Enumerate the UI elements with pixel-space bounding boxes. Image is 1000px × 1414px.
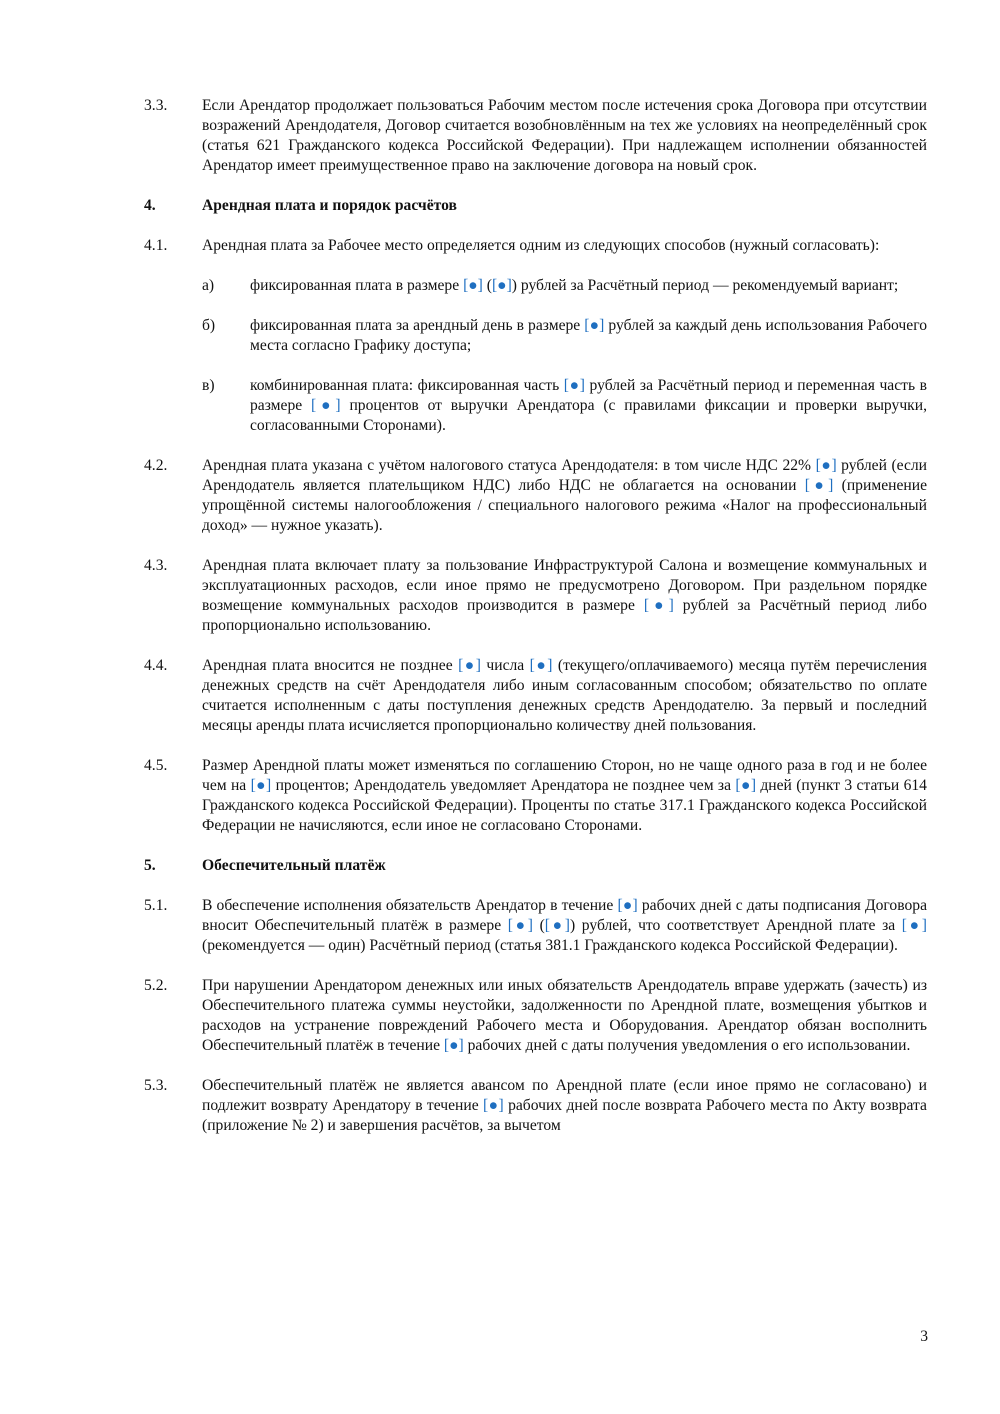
placeholder-marker: [●]: [491, 277, 512, 294]
clause-number: 4.5.: [144, 757, 168, 774]
section-heading: [144, 856, 927, 876]
clause: [144, 756, 927, 836]
clause: [144, 1076, 927, 1136]
placeholder-marker: [●]: [584, 317, 605, 334]
clause: [144, 456, 927, 536]
clause-text: Арендная плата включает плату за пользование Инфраструктурой Салона и возмещение коммунальных и эксплуатационных расходов, если иное прямо не предусмотрено Договором. При раздельном порядке возмещение коммунальных расходов производится в размере [●] рублей за Расчётный период либо пропорционально использованию.: [202, 557, 927, 634]
clause-number: 4.4.: [144, 657, 168, 674]
sub-clause-text: фиксированная плата за арендный день в размере [●] рублей за каждый день использования Рабочего места согласно Графику доступа;: [250, 317, 927, 354]
placeholder-marker: [●]: [458, 657, 481, 674]
clause-number: 3.3.: [144, 97, 168, 114]
placeholder-marker: [●]: [310, 397, 341, 414]
sub-clause-letter: в): [202, 377, 215, 394]
placeholder-marker: [●]: [901, 917, 927, 934]
placeholder-marker: [●]: [735, 777, 757, 794]
sub-clause-text: комбинированная плата: фиксированная часть [●] рублей за Расчётный период и переменная часть в размере [●] процентов от выручки Арендатора (с правилами фиксации и проверки выручки, согласованными Сторонами).: [250, 377, 928, 434]
placeholder-marker: [●]: [250, 777, 272, 794]
clause-number: 4.: [144, 197, 156, 214]
clause-text: Арендная плата указана с учётом налогового статуса Арендодателя: в том числе НДС 22% [●] рублей (если Арендодатель является плательщиком НДС) либо НДС не облагается на основании [●] (применение упрощённой системы налогообложения / специального налогового режима «Налог на профессиональный доход» — нужное указать).: [202, 457, 928, 534]
clause: [144, 556, 927, 636]
section-title: Арендная плата и порядок расчётов: [202, 197, 457, 214]
document-body: [144, 96, 927, 1156]
sub-clause-text: фиксированная плата в размере [●] ([●]) рублей за Расчётный период — рекомендуемый вариант;: [250, 277, 899, 294]
sub-clause-letter: б): [202, 317, 216, 334]
clause: [144, 96, 927, 176]
sub-clause: [202, 316, 927, 356]
placeholder-marker: [●]: [443, 1037, 464, 1054]
clause-text: Если Арендатор продолжает пользоваться Рабочим местом после истечения срока Договора при отсутствии возражений Арендодателя, Договор считается возобновлённым на тех же условиях на неопределённый срок (статья 621 Гражданского кодекса Российской Федерации). При надлежащем исполнении обязанностей Арендатор имеет преимущественное право на заключение договора на новый срок.: [202, 97, 927, 174]
clause: [144, 896, 927, 956]
placeholder-marker: [●]: [643, 597, 674, 614]
clause-number: 5.2.: [144, 977, 168, 994]
clause-text: Размер Арендной платы может изменяться по соглашению Сторон, но не чаще одного раза в год и не более чем на [●] процентов; Арендодатель уведомляет Арендатора не позднее чем за [●] дней (пункт 3 статьи 614 Гражданского кодекса Российской Федерации). Проценты по статье 317.1 Гражданского кодекса Российской Федерации не начисляются, если иное не согласовано Сторонами.: [202, 757, 927, 834]
clause-text: При нарушении Арендатором денежных или иных обязательств Арендодатель вправе удержать (зачесть) из Обеспечительного платежа суммы неустойки, задолженности по Арендной плате, возмещения убытков и расходов на устранение повреждений Рабочего места и Оборудования. Арендатор обязан восполнить Обеспечительный платёж в течение [●] рабочих дней с даты получения уведомления о его использовании.: [202, 977, 927, 1054]
page-number: 3: [920, 1328, 928, 1345]
clause-number: 4.1.: [144, 237, 168, 254]
placeholder-marker: [●]: [563, 377, 585, 394]
sub-clause: [202, 376, 927, 436]
clause-text: Обеспечительный платёж не является авансом по Арендной плате (если иное прямо не согласовано) и подлежит возврату Арендатору в течение [●] рабочих дней после возврата Рабочего места по Акту возврата (приложение № 2) и завершения расчётов, за вычетом: [202, 1077, 927, 1134]
placeholder-marker: [●]: [463, 277, 483, 294]
clause-number: 5.: [144, 857, 156, 874]
placeholder-marker: [●]: [507, 917, 533, 934]
placeholder-marker: [●]: [483, 1097, 504, 1114]
clause: [144, 656, 927, 736]
clause: [144, 976, 927, 1056]
clause-number: 4.2.: [144, 457, 168, 474]
clause-text: Арендная плата за Рабочее место определяется одним из следующих способов (нужный согласовать):: [202, 237, 880, 254]
clause-text: В обеспечение исполнения обязательств Арендатор в течение [●] рабочих дней с даты подписания Договора вносит Обеспечительный платёж в размере [●] ([●]) рублей, что соответствует Арендной плате за [●] (рекомендуется — один) Расчётный период (статья 381.1 Гражданского кодекса Российской Федерации).: [202, 897, 927, 954]
placeholder-marker: [●]: [617, 897, 638, 914]
clause-number: 5.3.: [144, 1077, 168, 1094]
clause-text: Арендная плата вносится не позднее [●] числа [●] (текущего/оплачиваемого) месяца путём перечисления денежных средств на счёт Арендодателя либо иным согласованным способом; обязательство по оплате считается исполненным с даты поступления денежных средств Арендодателю. За первый и последний месяцы аренды плата исчисляется пропорционально количеству дней пользования.: [202, 657, 927, 734]
clause-number: 4.3.: [144, 557, 168, 574]
sub-clause: [202, 276, 927, 296]
sub-clause-letter: а): [202, 277, 215, 294]
section-title: Обеспечительный платёж: [202, 857, 386, 874]
placeholder-marker: [●]: [804, 477, 834, 494]
clause: [144, 236, 927, 256]
placeholder-marker: [●]: [544, 917, 570, 934]
placeholder-marker: [●]: [529, 657, 553, 674]
placeholder-marker: [●]: [815, 457, 837, 474]
section-heading: [144, 196, 927, 216]
clause-number: 5.1.: [144, 897, 168, 914]
